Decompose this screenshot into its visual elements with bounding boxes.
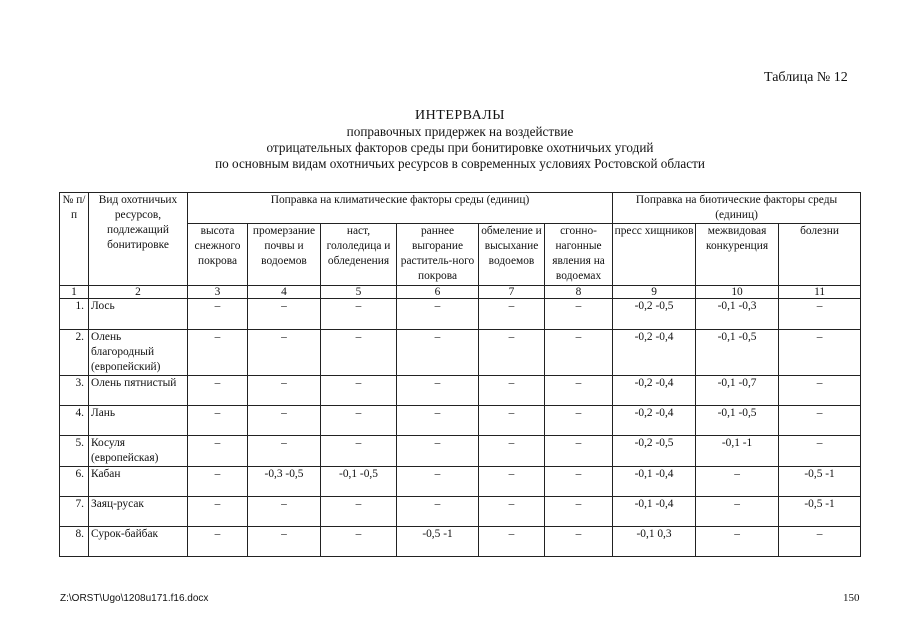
table-row	[60, 527, 861, 557]
species-name: Кабан	[89, 467, 188, 497]
correction-value: –	[479, 467, 545, 497]
correction-value: –	[545, 497, 613, 527]
header-climatic: Поправка на климатические факторы среды (единиц)	[188, 193, 613, 224]
correction-value: –	[479, 527, 545, 557]
species-name: Лань	[89, 406, 188, 436]
table-row	[60, 436, 861, 467]
correction-value: –	[545, 527, 613, 557]
correction-value: –	[479, 299, 545, 330]
subheader-soil-freezing: промерзание почвы и водоемов	[248, 224, 321, 286]
column-number: 4	[248, 286, 321, 299]
correction-value: –	[696, 497, 779, 527]
column-number: 1	[60, 286, 89, 299]
table-row	[60, 467, 861, 497]
correction-value: –	[779, 406, 861, 436]
column-number: 6	[397, 286, 479, 299]
subheader-water-shallowing: обмеление и высыхание водоемов	[479, 224, 545, 286]
correction-value: -0,1 -0,4	[613, 497, 696, 527]
correction-value: –	[397, 406, 479, 436]
column-numbers-row	[60, 286, 861, 299]
header-number: № п/п	[60, 193, 89, 286]
header-biotic: Поправка на биотические факторы среды (единиц)	[613, 193, 861, 224]
column-number: 7	[479, 286, 545, 299]
title-heading: ИНТЕРВАЛЫ	[415, 108, 505, 123]
correction-value: –	[397, 436, 479, 467]
correction-value: –	[479, 497, 545, 527]
title-line-4: по основным видам охотничьих ресурсов в современных условиях Ростовской области	[215, 156, 705, 171]
data-rows	[60, 299, 861, 557]
correction-value: -0,5 -1	[779, 467, 861, 497]
correction-value: -0,2 -0,4	[613, 376, 696, 406]
column-number: 11	[779, 286, 861, 299]
species-name: Сурок-байбак	[89, 527, 188, 557]
correction-value: -0,2 -0,5	[613, 436, 696, 467]
correction-value: –	[479, 376, 545, 406]
correction-value: -0,1 -0,7	[696, 376, 779, 406]
correction-value: –	[321, 497, 397, 527]
subheader-snow-cover: высота снежного покрова	[188, 224, 248, 286]
footer-file-path: Z:\ORST\Ugo\1208u171.f16.docx	[60, 593, 209, 604]
correction-value: -0,3 -0,5	[248, 467, 321, 497]
correction-value: –	[545, 376, 613, 406]
correction-value: -0,1 -0,3	[696, 299, 779, 330]
correction-value: -0,1 -0,5	[696, 406, 779, 436]
correction-value: –	[321, 299, 397, 330]
correction-value: –	[545, 436, 613, 467]
correction-value: -0,1 -0,5	[321, 467, 397, 497]
correction-value: –	[479, 330, 545, 376]
row-number: 5.	[60, 436, 89, 467]
correction-value: –	[397, 299, 479, 330]
correction-value: –	[188, 497, 248, 527]
correction-value: –	[248, 527, 321, 557]
correction-value: –	[248, 376, 321, 406]
correction-value: –	[397, 330, 479, 376]
column-number: 10	[696, 286, 779, 299]
subheader-predators: пресс хищников	[613, 224, 696, 286]
correction-value: –	[779, 436, 861, 467]
correction-value: –	[248, 299, 321, 330]
correction-value: –	[248, 406, 321, 436]
correction-value: –	[696, 467, 779, 497]
correction-value: –	[479, 406, 545, 436]
correction-value: –	[188, 527, 248, 557]
subheader-ice-crust: наст, гололедица и обледенения	[321, 224, 397, 286]
correction-value: –	[321, 406, 397, 436]
row-number: 8.	[60, 527, 89, 557]
correction-value: –	[188, 467, 248, 497]
correction-value: –	[397, 467, 479, 497]
species-name: Олень пятнистый	[89, 376, 188, 406]
header-species: Вид охотничьих ресурсов, подлежащий бонитировке	[89, 193, 188, 286]
correction-value: –	[321, 376, 397, 406]
table-row	[60, 406, 861, 436]
row-number: 4.	[60, 406, 89, 436]
correction-value: -0,1 -0,4	[613, 467, 696, 497]
subheader-diseases: болезни	[779, 224, 861, 286]
correction-value: –	[248, 436, 321, 467]
title-line-2: поправочных придержек на воздействие	[346, 124, 574, 139]
column-number: 8	[545, 286, 613, 299]
row-number: 2.	[60, 330, 89, 376]
correction-value: -0,5 -1	[779, 497, 861, 527]
row-number: 1.	[60, 299, 89, 330]
table-row	[60, 497, 861, 527]
column-number: 5	[321, 286, 397, 299]
table-row	[60, 299, 861, 330]
correction-value: –	[779, 376, 861, 406]
subheader-competition: межвидовая конкуренция	[696, 224, 779, 286]
correction-value: –	[397, 376, 479, 406]
correction-value: –	[321, 436, 397, 467]
subheader-surge: сгонно-нагонные явления на водоемах	[545, 224, 613, 286]
column-number: 2	[89, 286, 188, 299]
correction-value: -0,2 -0,5	[613, 299, 696, 330]
table-number: Таблица № 12	[764, 70, 848, 85]
correction-value: –	[779, 299, 861, 330]
title-line-3: отрицательных факторов среды при бонитировке охотничьих угодий	[266, 140, 654, 155]
title-block	[0, 108, 905, 172]
column-number: 3	[188, 286, 248, 299]
correction-value: –	[545, 406, 613, 436]
correction-value: –	[188, 330, 248, 376]
correction-value: -0,5 -1	[397, 527, 479, 557]
correction-value: -0,1 -1	[696, 436, 779, 467]
correction-value: –	[779, 330, 861, 376]
subheader-vegetation-burnout: раннее выгорание раститель-ного покрова	[397, 224, 479, 286]
correction-value: –	[248, 330, 321, 376]
correction-value: –	[188, 406, 248, 436]
correction-value: –	[545, 330, 613, 376]
row-number: 6.	[60, 467, 89, 497]
species-name: Лось	[89, 299, 188, 330]
correction-value: –	[188, 436, 248, 467]
species-name: Олень благородный (европейский)	[89, 330, 188, 376]
correction-value: –	[779, 527, 861, 557]
correction-value: –	[188, 376, 248, 406]
correction-value: -0,1 -0,5	[696, 330, 779, 376]
correction-value: -0,2 -0,4	[613, 330, 696, 376]
corrections-table	[59, 192, 861, 557]
correction-value: -0,1 0,3	[613, 527, 696, 557]
species-name: Косуля (европейская)	[89, 436, 188, 467]
correction-value: -0,2 -0,4	[613, 406, 696, 436]
correction-value: –	[397, 497, 479, 527]
table-row	[60, 376, 861, 406]
correction-value: –	[321, 527, 397, 557]
correction-value: –	[321, 330, 397, 376]
correction-value: –	[696, 527, 779, 557]
species-name: Заяц-русак	[89, 497, 188, 527]
correction-value: –	[545, 299, 613, 330]
column-number: 9	[613, 286, 696, 299]
row-number: 7.	[60, 497, 89, 527]
correction-value: –	[248, 497, 321, 527]
table-row	[60, 330, 861, 376]
row-number: 3.	[60, 376, 89, 406]
correction-value: –	[479, 436, 545, 467]
correction-value: –	[545, 467, 613, 497]
correction-value: –	[188, 299, 248, 330]
footer-page-number: 150	[843, 592, 860, 604]
